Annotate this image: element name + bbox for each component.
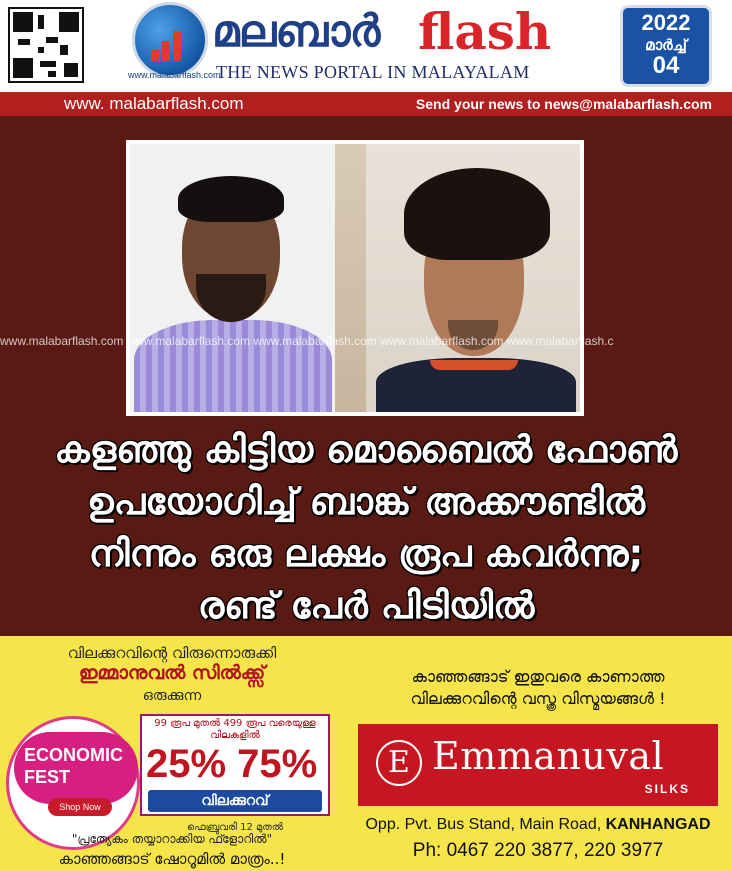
- headline: [0, 424, 732, 632]
- headline-line: കളഞ്ഞു കിട്ടിയ മൊബൈൽ ഫോൺ: [54, 428, 678, 471]
- store-address: [344, 816, 732, 834]
- date-month: മാർച്ച്: [645, 36, 687, 54]
- date-badge: [620, 5, 712, 87]
- brand-name: Emmanuval: [432, 734, 665, 778]
- date-day: 04: [652, 52, 680, 79]
- news-card: [0, 116, 732, 636]
- ad-tagline: [344, 666, 732, 710]
- brand-mark-icon: E: [376, 740, 422, 786]
- logo-globe-icon[interactable]: [132, 2, 208, 78]
- news-photo: [126, 140, 584, 416]
- discount-label: വിലക്കുറവ്: [148, 790, 322, 812]
- shop-now-button[interactable]: Shop Now: [48, 798, 112, 816]
- brand-sub: SILKS: [644, 782, 690, 796]
- ad-text: വിലക്കുറവിന്റെ വിരുന്നൊരുക്കി: [67, 644, 277, 662]
- submit-news-link[interactable]: Send your news to news@malabarflash.com: [415, 96, 712, 112]
- store-phone[interactable]: Ph: 0467 220 3877, 220 3977: [412, 840, 664, 861]
- brand-logo-box: [358, 724, 718, 806]
- ad-store-name: ഇമ്മാനുവൽ സിൽക്ക്സ്: [78, 662, 266, 684]
- logo-url: www.malabarflash.com: [128, 70, 221, 80]
- date-year: 2022: [641, 10, 691, 35]
- info-strip: [0, 92, 732, 116]
- fest-badge: ECONOMIC FEST: [14, 732, 138, 804]
- ad-text: ഒരുക്കുന്ന: [142, 688, 202, 704]
- watermark: www.malabarflash.com www.malabarflash.com www.malabarflash.com www.malabarflash.com www.malabarflash.c: [0, 334, 614, 348]
- qr-code-icon[interactable]: [8, 7, 84, 83]
- ad-banner-left[interactable]: [0, 636, 344, 871]
- discount-box: [140, 714, 330, 816]
- ad-tagline-line: വിലക്കുറവിന്റെ വസ്ത്ര വിസ്മയങ്ങൾ !: [410, 689, 666, 708]
- logo-wordmark-malayalam[interactable]: മലബാർ: [212, 6, 380, 57]
- headline-line: ഉപയോഗിച്ച് ബാങ്ക് അക്കൗണ്ടിൽ: [86, 480, 646, 523]
- headline-line: രണ്ട് പേർ പിടിയിൽ: [197, 584, 535, 627]
- headline-line: നിന്നും ഒരു ലക്ഷം രൂപ കവർന്നു;: [88, 532, 644, 575]
- ad-text: കാഞ്ഞങ്ങാട് ഷോറൂമിൽ മാത്രം..!: [58, 850, 286, 868]
- site-link[interactable]: www. malabarflash.com: [64, 94, 244, 113]
- tagline: THE NEWS PORTAL IN MALAYALAM: [216, 62, 530, 82]
- ad-tagline-line: കാഞ്ഞങ്ങാട് ഇതുവരെ കാണാത്ത: [411, 667, 665, 686]
- photo-background-wall: [335, 144, 366, 412]
- discount-range: 25% 75%: [146, 742, 318, 786]
- photo-person-left: [130, 144, 335, 412]
- logo-wordmark-flash[interactable]: flash: [418, 2, 552, 61]
- site-header: [0, 0, 732, 92]
- discount-date: ഫെബ്രുവരി 12 മുതൽ: [187, 822, 283, 833]
- photo-person-right: [366, 144, 580, 412]
- ad-banner-right[interactable]: [344, 636, 732, 871]
- discount-caption: 99 രൂപ മുതൽ 499 രൂപ വരെയുള്ള വിലകളിൽ: [154, 718, 316, 741]
- ad-text: "പ്രത്യേകം തയ്യാറാക്കിയ ഫ്ളോറിൽ": [71, 832, 273, 846]
- address-text: Opp. Pvt. Bus Stand, Main Road,: [365, 816, 606, 833]
- address-city: KANHANGAD: [605, 816, 711, 833]
